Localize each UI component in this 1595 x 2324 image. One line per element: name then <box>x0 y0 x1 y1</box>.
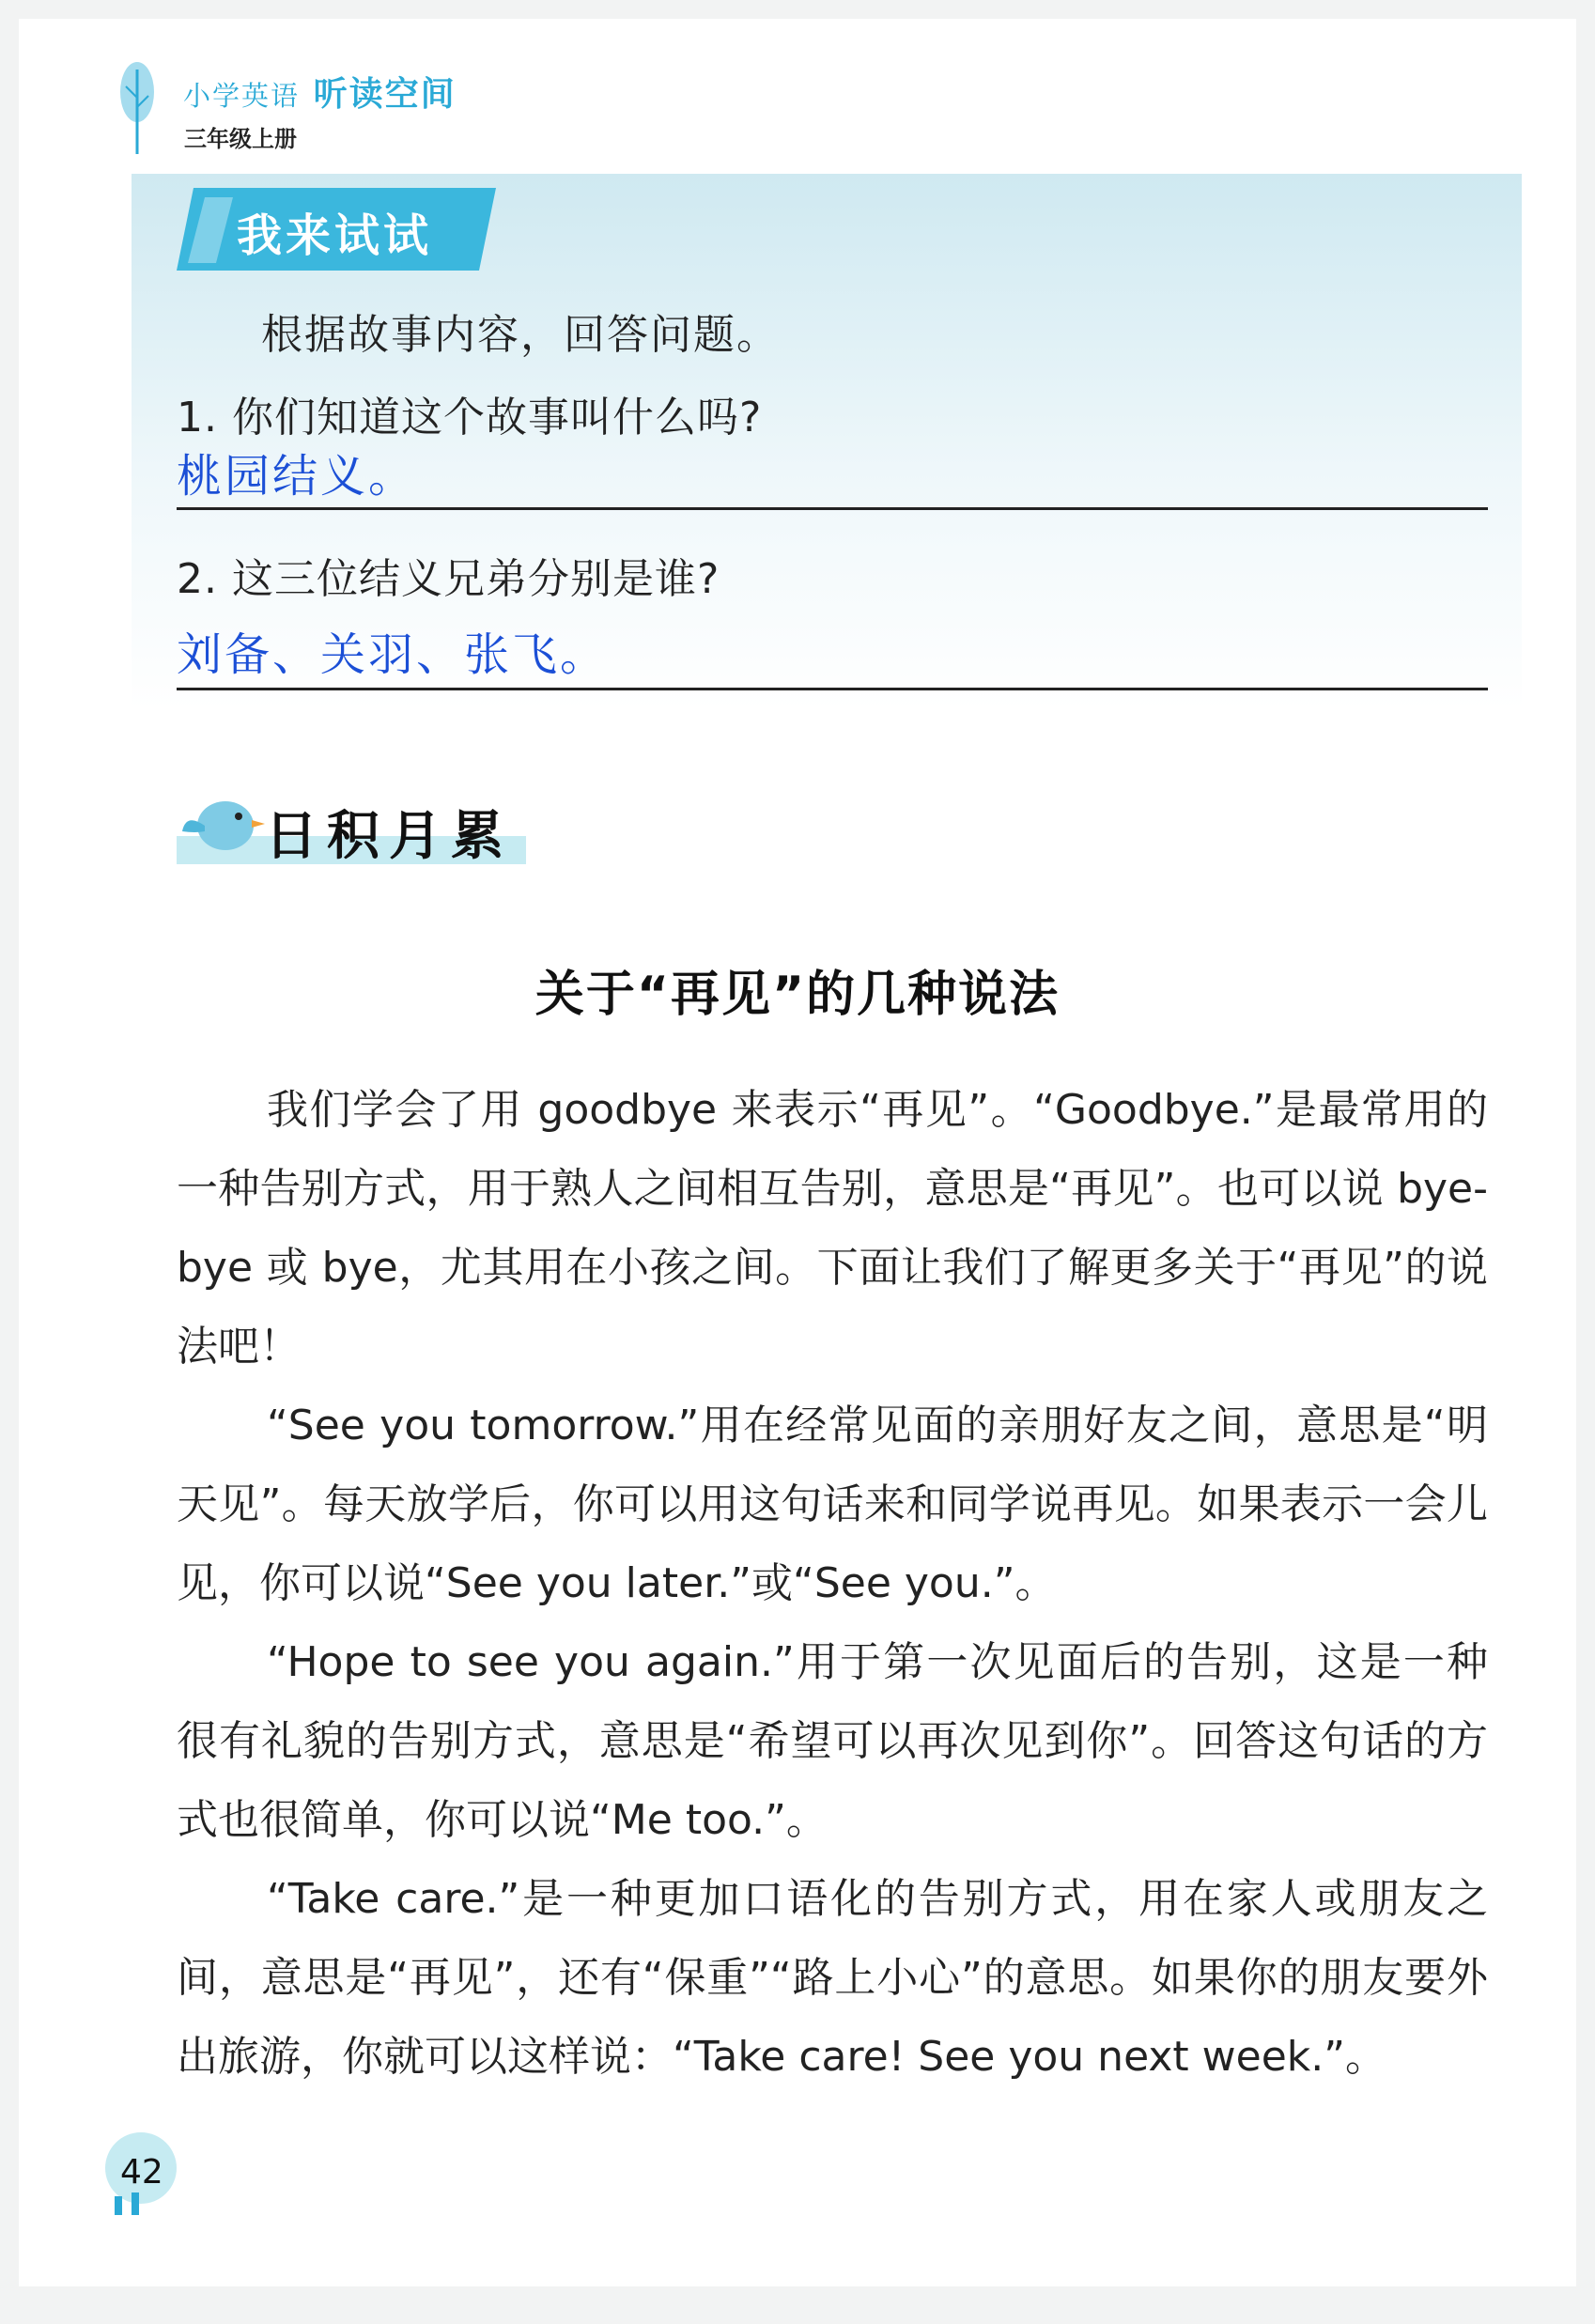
series-title <box>183 68 457 116</box>
instruction: 根据故事内容，回答问题。 <box>261 311 780 359</box>
answer-2: 刘备、关羽、张飞。 <box>177 628 609 681</box>
paragraph: “See you tomorrow.”用在经常见面的亲朋好友之间，意思是“明天见”。每天放学后，你可以用这句话来和同学说再见。如果表示一会儿见，你可以说“See you later.”或“See you.”。 <box>177 1402 1488 1607</box>
page <box>19 19 1576 2286</box>
paragraph: “Take care.”是一种更加口语化的告别方式，用在家人或朋友之间，意思是“再见”，还有“保重”“路上小心”的意思。如果你的朋友要外出旅游，你就可以这样说：“Take care! See you next week.”。 <box>177 1875 1488 2081</box>
answer-line-1 <box>177 507 1488 510</box>
answer-line-2 <box>177 688 1488 690</box>
series-title-big: 听读空间 <box>313 75 457 114</box>
question-2: 2. 这三位结义兄弟分别是谁? <box>177 555 720 603</box>
grade-label: 三年级上册 <box>184 126 297 152</box>
page-number: 42 <box>120 2153 163 2192</box>
bird-icon <box>177 784 267 860</box>
series-title-small: 小学英语 <box>183 80 301 112</box>
article-title: 关于“再见”的几种说法 <box>534 967 1061 1023</box>
try-tag-label: 我来试试 <box>237 209 433 262</box>
article-body <box>177 1071 1488 2097</box>
answer-1: 桃园结义。 <box>177 450 417 503</box>
question-1: 1. 你们知道这个故事叫什么吗? <box>177 394 763 442</box>
paragraph: “Hope to see you again.”用于第一次见面后的告别，这是一种很有礼貌的告别方式，意思是“希望可以再次见到你”。回答这句话的方式也很简单，你可以说“Me too.”。 <box>177 1638 1488 1844</box>
accumulate-tag: 日积月累 <box>265 806 513 867</box>
paragraph: 我们学会了用 goodbye 来表示“再见”。“Goodbye.”是最常用的一种告别方式，用于熟人之间相互告别，意思是“再见”。也可以说 bye-bye 或 bye，尤其用在小孩之间。下面让我们了解更多关于“再见”的说法吧！ <box>177 1086 1488 1371</box>
leaf-icon <box>116 60 158 154</box>
